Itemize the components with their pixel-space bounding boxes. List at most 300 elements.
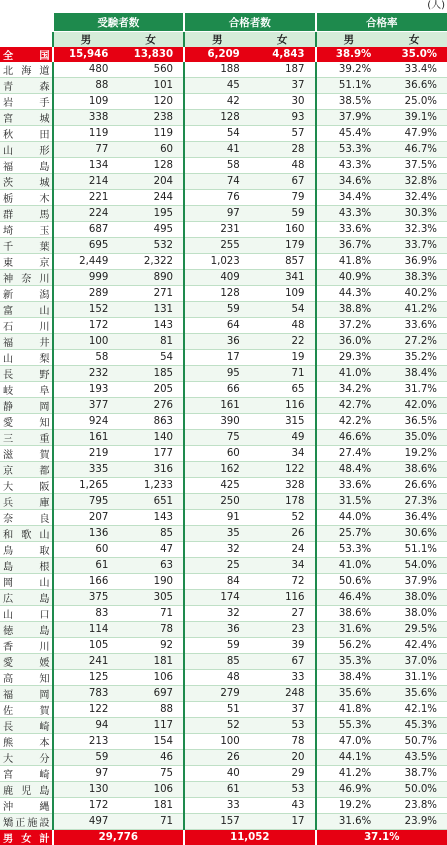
examinees-female-cell: 190 <box>118 574 184 590</box>
examinees-male-cell: 207 <box>53 510 119 526</box>
rate-female-cell: 25.0% <box>381 94 447 110</box>
rate-male-header: 男 <box>316 32 382 48</box>
passers-female-cell: 67 <box>250 174 316 190</box>
passers-female-cell: 59 <box>250 206 316 222</box>
rate-male-cell: 35.6% <box>316 686 382 702</box>
exam-results-table <box>0 13 447 845</box>
rate-male-cell: 38.9% <box>316 47 382 62</box>
rate-female-cell: 36.5% <box>381 414 447 430</box>
prefecture-name: 鳥 取 <box>0 542 53 558</box>
table-row <box>0 622 447 638</box>
rate-male-cell: 43.3% <box>316 158 382 174</box>
table-row <box>0 174 447 190</box>
passers-male-cell: 17 <box>184 350 250 366</box>
passers-male-cell: 35 <box>184 526 250 542</box>
examinees-male-cell: 136 <box>53 526 119 542</box>
passers-female-cell: 116 <box>250 590 316 606</box>
rate-female-cell: 33.4% <box>381 62 447 78</box>
rate-female-cell: 42.4% <box>381 638 447 654</box>
examinees-male-cell: 114 <box>53 622 119 638</box>
table-row <box>0 158 447 174</box>
examinees-female-cell: 120 <box>118 94 184 110</box>
rate-female-cell: 35.0% <box>381 430 447 446</box>
prefecture-name: 岐 阜 <box>0 382 53 398</box>
examinees-male-cell: 480 <box>53 62 119 78</box>
examinees-male-cell: 83 <box>53 606 119 622</box>
table-row <box>0 254 447 270</box>
table-row <box>0 542 447 558</box>
table-row <box>0 798 447 814</box>
rate-male-cell: 39.2% <box>316 62 382 78</box>
examinees-male-cell: 335 <box>53 462 119 478</box>
examinees-male-cell: 375 <box>53 590 119 606</box>
passers-female-cell: 53 <box>250 718 316 734</box>
rate-male-cell: 44.0% <box>316 510 382 526</box>
passers-female-cell: 49 <box>250 430 316 446</box>
prefecture-name: 石 川 <box>0 318 53 334</box>
examinees-male-cell: 795 <box>53 494 119 510</box>
summary-examinees: 29,776 <box>53 830 184 845</box>
passers-female-cell: 53 <box>250 782 316 798</box>
examinees-male-cell: 377 <box>53 398 119 414</box>
rate-male-cell: 56.2% <box>316 638 382 654</box>
table-row <box>0 110 447 126</box>
examinees-male-cell: 214 <box>53 174 119 190</box>
examinees-female-cell: 46 <box>118 750 184 766</box>
passers-male-cell: 32 <box>184 542 250 558</box>
rate-male-cell: 36.7% <box>316 238 382 254</box>
passers-female-cell: 122 <box>250 462 316 478</box>
passers-male-cell: 74 <box>184 174 250 190</box>
passers-female-cell: 341 <box>250 270 316 286</box>
passers-male-cell: 128 <box>184 110 250 126</box>
examinees-male-cell: 172 <box>53 318 119 334</box>
rate-male-cell: 37.2% <box>316 318 382 334</box>
prefecture-name: 徳 島 <box>0 622 53 638</box>
rate-female-cell: 38.3% <box>381 270 447 286</box>
passers-male-cell: 76 <box>184 190 250 206</box>
rate-male-cell: 37.9% <box>316 110 382 126</box>
passers-female-cell: 37 <box>250 78 316 94</box>
passers-male-cell: 188 <box>184 62 250 78</box>
row-label: 全 国 <box>0 47 53 62</box>
rate-male-cell: 41.8% <box>316 702 382 718</box>
examinees-male-header: 男 <box>53 32 119 48</box>
passers-male-cell: 54 <box>184 126 250 142</box>
rate-male-cell: 42.2% <box>316 414 382 430</box>
examinees-female-header: 女 <box>118 32 184 48</box>
rate-male-cell: 25.7% <box>316 526 382 542</box>
passers-female-cell: 19 <box>250 350 316 366</box>
corner-cell <box>0 13 53 32</box>
prefecture-name: 神奈川 <box>0 270 53 286</box>
examinees-female-cell: 181 <box>118 654 184 670</box>
table-row <box>0 766 447 782</box>
rate-male-cell: 29.3% <box>316 350 382 366</box>
passers-female-cell: 20 <box>250 750 316 766</box>
rate-male-cell: 27.4% <box>316 446 382 462</box>
table-row <box>0 590 447 606</box>
prefecture-name: 岡 山 <box>0 574 53 590</box>
table-row <box>0 670 447 686</box>
prefecture-name: 兵 庫 <box>0 494 53 510</box>
rate-female-cell: 38.0% <box>381 590 447 606</box>
prefecture-name: 栃 木 <box>0 190 53 206</box>
passers-male-cell: 40 <box>184 766 250 782</box>
table-row <box>0 350 447 366</box>
rate-female-cell: 32.8% <box>381 174 447 190</box>
examinees-male-cell: 60 <box>53 542 119 558</box>
passers-male-cell: 84 <box>184 574 250 590</box>
examinees-female-cell: 140 <box>118 430 184 446</box>
table-row <box>0 222 447 238</box>
passers-male-cell: 52 <box>184 718 250 734</box>
table-row <box>0 478 447 494</box>
passers-male-cell: 41 <box>184 142 250 158</box>
rate-male-cell: 38.4% <box>316 670 382 686</box>
passers-male-cell: 42 <box>184 94 250 110</box>
examinees-male-cell: 241 <box>53 654 119 670</box>
passers-female-cell: 22 <box>250 334 316 350</box>
passers-female-cell: 26 <box>250 526 316 542</box>
table-row <box>0 814 447 830</box>
rate-female-cell: 38.0% <box>381 606 447 622</box>
passers-male-cell: 75 <box>184 430 250 446</box>
examinees-male-cell: 999 <box>53 270 119 286</box>
passers-male-cell: 58 <box>184 158 250 174</box>
corner-cell <box>0 32 53 48</box>
passers-male-cell: 60 <box>184 446 250 462</box>
rate-female-cell: 32.3% <box>381 222 447 238</box>
rate-male-cell: 38.5% <box>316 94 382 110</box>
examinees-female-cell: 78 <box>118 622 184 638</box>
passers-male-cell: 6,209 <box>184 47 250 62</box>
prefecture-name: 大 分 <box>0 750 53 766</box>
rate-female-cell: 46.7% <box>381 142 447 158</box>
table-row <box>0 510 447 526</box>
rate-female-cell: 26.6% <box>381 478 447 494</box>
examinees-female-cell: 177 <box>118 446 184 462</box>
table-row <box>0 398 447 414</box>
examinees-female-cell: 244 <box>118 190 184 206</box>
rate-male-cell: 46.6% <box>316 430 382 446</box>
rate-female-cell: 50.0% <box>381 782 447 798</box>
examinees-male-cell: 59 <box>53 750 119 766</box>
passers-female-cell: 34 <box>250 558 316 574</box>
examinees-male-cell: 687 <box>53 222 119 238</box>
table-row <box>0 702 447 718</box>
examinees-female-cell: 128 <box>118 158 184 174</box>
examinees-male-cell: 105 <box>53 638 119 654</box>
passers-female-cell: 93 <box>250 110 316 126</box>
passers-female-cell: 23 <box>250 622 316 638</box>
examinees-male-cell: 134 <box>53 158 119 174</box>
examinees-female-cell: 63 <box>118 558 184 574</box>
passers-male-cell: 61 <box>184 782 250 798</box>
prefecture-name: 佐 賀 <box>0 702 53 718</box>
rate-male-cell: 55.3% <box>316 718 382 734</box>
examinees-female-cell: 305 <box>118 590 184 606</box>
rate-male-cell: 44.1% <box>316 750 382 766</box>
passers-male-cell: 33 <box>184 798 250 814</box>
prefecture-name: 新 潟 <box>0 286 53 302</box>
prefecture-name: 沖 縄 <box>0 798 53 814</box>
passers-female-cell: 27 <box>250 606 316 622</box>
rate-female-cell: 42.0% <box>381 398 447 414</box>
table-row <box>0 494 447 510</box>
examinees-female-cell: 532 <box>118 238 184 254</box>
rate-male-cell: 48.4% <box>316 462 382 478</box>
passers-male-cell: 45 <box>184 78 250 94</box>
passers-female-cell: 33 <box>250 670 316 686</box>
examinees-female-cell: 101 <box>118 78 184 94</box>
examinees-male-cell: 224 <box>53 206 119 222</box>
examinees-male-cell: 125 <box>53 670 119 686</box>
rate-male-cell: 50.6% <box>316 574 382 590</box>
examinees-female-cell: 890 <box>118 270 184 286</box>
examinees-male-cell: 15,946 <box>53 47 119 62</box>
rate-male-cell: 53.3% <box>316 142 382 158</box>
passers-female-cell: 328 <box>250 478 316 494</box>
group-header-row <box>0 13 447 32</box>
examinees-female-cell: 106 <box>118 670 184 686</box>
rate-female-cell: 27.3% <box>381 494 447 510</box>
rate-female-cell: 41.2% <box>381 302 447 318</box>
examinees-female-cell: 117 <box>118 718 184 734</box>
passers-male-cell: 36 <box>184 622 250 638</box>
examinees-female-cell: 143 <box>118 510 184 526</box>
prefecture-name: 矯正施設 <box>0 814 53 830</box>
rate-male-cell: 34.4% <box>316 190 382 206</box>
rate-male-cell: 44.3% <box>316 286 382 302</box>
table-row <box>0 430 447 446</box>
prefecture-name: 熊 本 <box>0 734 53 750</box>
examinees-female-cell: 47 <box>118 542 184 558</box>
prefecture-name: 島 根 <box>0 558 53 574</box>
rate-female-cell: 33.7% <box>381 238 447 254</box>
passers-male-cell: 128 <box>184 286 250 302</box>
examinees-male-cell: 122 <box>53 702 119 718</box>
table-row <box>0 190 447 206</box>
rate-female-cell: 30.6% <box>381 526 447 542</box>
rate-female-cell: 35.2% <box>381 350 447 366</box>
examinees-male-cell: 94 <box>53 718 119 734</box>
passers-female-cell: 48 <box>250 318 316 334</box>
rate-female-cell: 31.7% <box>381 382 447 398</box>
table-row <box>0 270 447 286</box>
rate-male-cell: 34.6% <box>316 174 382 190</box>
rate-female-cell: 38.6% <box>381 462 447 478</box>
passers-female-cell: 315 <box>250 414 316 430</box>
rate-female-cell: 36.4% <box>381 510 447 526</box>
prefecture-name: 愛 知 <box>0 414 53 430</box>
passers-female-cell: 17 <box>250 814 316 830</box>
passers-male-cell: 48 <box>184 670 250 686</box>
examinees-female-cell: 85 <box>118 526 184 542</box>
examinees-female-cell: 271 <box>118 286 184 302</box>
passers-female-cell: 67 <box>250 654 316 670</box>
passers-female-cell: 179 <box>250 238 316 254</box>
prefecture-name: 大 阪 <box>0 478 53 494</box>
prefecture-name: 長 野 <box>0 366 53 382</box>
table-row <box>0 286 447 302</box>
examinees-female-cell: 560 <box>118 62 184 78</box>
summary-rate: 37.1% <box>316 830 447 845</box>
passers-male-cell: 100 <box>184 734 250 750</box>
rate-female-cell: 29.5% <box>381 622 447 638</box>
examinees-male-cell: 193 <box>53 382 119 398</box>
rate-male-cell: 40.9% <box>316 270 382 286</box>
passers-female-cell: 187 <box>250 62 316 78</box>
rate-female-cell: 51.1% <box>381 542 447 558</box>
table-row <box>0 94 447 110</box>
examinees-female-cell: 204 <box>118 174 184 190</box>
table-row <box>0 462 447 478</box>
rate-female-cell: 27.2% <box>381 334 447 350</box>
passers-male-cell: 25 <box>184 558 250 574</box>
examinees-female-cell: 106 <box>118 782 184 798</box>
examinees-header: 受験者数 <box>53 13 184 32</box>
examinees-female-cell: 316 <box>118 462 184 478</box>
examinees-female-cell: 143 <box>118 318 184 334</box>
passers-male-cell: 255 <box>184 238 250 254</box>
examinees-male-cell: 61 <box>53 558 119 574</box>
table-row <box>0 142 447 158</box>
gender-header-row <box>0 32 447 48</box>
rate-male-cell: 53.3% <box>316 542 382 558</box>
examinees-female-cell: 495 <box>118 222 184 238</box>
summary-label: 男女計 <box>0 830 53 845</box>
table-row <box>0 446 447 462</box>
passers-female-cell: 248 <box>250 686 316 702</box>
prefecture-name: 東 京 <box>0 254 53 270</box>
rate-female-cell: 37.5% <box>381 158 447 174</box>
examinees-male-cell: 166 <box>53 574 119 590</box>
passers-female-cell: 34 <box>250 446 316 462</box>
examinees-female-cell: 71 <box>118 606 184 622</box>
rate-male-cell: 33.6% <box>316 478 382 494</box>
passers-female-cell: 57 <box>250 126 316 142</box>
table-row <box>0 318 447 334</box>
rate-male-cell: 31.6% <box>316 814 382 830</box>
passers-female-cell: 48 <box>250 158 316 174</box>
examinees-male-cell: 695 <box>53 238 119 254</box>
examinees-female-cell: 131 <box>118 302 184 318</box>
table-row <box>0 126 447 142</box>
examinees-female-cell: 181 <box>118 798 184 814</box>
examinees-male-cell: 77 <box>53 142 119 158</box>
prefecture-name: 福 島 <box>0 158 53 174</box>
prefecture-name: 山 形 <box>0 142 53 158</box>
rate-female-cell: 54.0% <box>381 558 447 574</box>
examinees-male-cell: 119 <box>53 126 119 142</box>
rate-female-cell: 32.4% <box>381 190 447 206</box>
prefecture-name: 埼 玉 <box>0 222 53 238</box>
rate-male-cell: 47.0% <box>316 734 382 750</box>
examinees-male-cell: 219 <box>53 446 119 462</box>
passers-header: 合格者数 <box>184 13 315 32</box>
passers-female-header: 女 <box>250 32 316 48</box>
passers-male-cell: 162 <box>184 462 250 478</box>
prefecture-name: 奈 良 <box>0 510 53 526</box>
table-row <box>0 302 447 318</box>
table-row <box>0 62 447 78</box>
rate-male-cell: 41.2% <box>316 766 382 782</box>
examinees-female-cell: 276 <box>118 398 184 414</box>
rate-male-cell: 46.4% <box>316 590 382 606</box>
passers-female-cell: 4,843 <box>250 47 316 62</box>
passers-female-cell: 54 <box>250 302 316 318</box>
prefecture-name: 岩 手 <box>0 94 53 110</box>
prefecture-name: 滋 賀 <box>0 446 53 462</box>
passers-female-cell: 178 <box>250 494 316 510</box>
table-row <box>0 382 447 398</box>
prefecture-name: 三 重 <box>0 430 53 446</box>
prefecture-name: 宮 城 <box>0 110 53 126</box>
pass-rate-header: 合格率 <box>316 13 447 32</box>
passers-male-cell: 64 <box>184 318 250 334</box>
examinees-male-cell: 2,449 <box>53 254 119 270</box>
passers-female-cell: 30 <box>250 94 316 110</box>
rate-female-cell: 35.6% <box>381 686 447 702</box>
passers-female-cell: 109 <box>250 286 316 302</box>
rate-male-cell: 31.6% <box>316 622 382 638</box>
rate-male-cell: 42.7% <box>316 398 382 414</box>
prefecture-name: 北海道 <box>0 62 53 78</box>
rate-female-cell: 31.1% <box>381 670 447 686</box>
table-row <box>0 686 447 702</box>
rate-male-cell: 31.5% <box>316 494 382 510</box>
examinees-female-cell: 71 <box>118 814 184 830</box>
rate-male-cell: 34.2% <box>316 382 382 398</box>
table-row <box>0 718 447 734</box>
passers-male-cell: 409 <box>184 270 250 286</box>
examinees-female-cell: 75 <box>118 766 184 782</box>
passers-female-cell: 28 <box>250 142 316 158</box>
table-row <box>0 606 447 622</box>
table-row <box>0 558 447 574</box>
rate-male-cell: 33.6% <box>316 222 382 238</box>
prefecture-name: 山 口 <box>0 606 53 622</box>
prefecture-name: 群 馬 <box>0 206 53 222</box>
prefecture-name: 茨 城 <box>0 174 53 190</box>
examinees-male-cell: 221 <box>53 190 119 206</box>
prefecture-name: 福 岡 <box>0 686 53 702</box>
passers-male-cell: 85 <box>184 654 250 670</box>
examinees-male-cell: 161 <box>53 430 119 446</box>
rate-male-cell: 46.9% <box>316 782 382 798</box>
examinees-female-cell: 1,233 <box>118 478 184 494</box>
examinees-female-cell: 119 <box>118 126 184 142</box>
examinees-female-cell: 238 <box>118 110 184 126</box>
passers-male-cell: 1,023 <box>184 254 250 270</box>
examinees-male-cell: 232 <box>53 366 119 382</box>
passers-male-cell: 32 <box>184 606 250 622</box>
passers-male-cell: 26 <box>184 750 250 766</box>
passers-female-cell: 29 <box>250 766 316 782</box>
examinees-male-cell: 338 <box>53 110 119 126</box>
passers-male-cell: 59 <box>184 302 250 318</box>
rate-female-cell: 50.7% <box>381 734 447 750</box>
prefecture-name: 長 崎 <box>0 718 53 734</box>
examinees-female-cell: 205 <box>118 382 184 398</box>
rate-female-cell: 35.0% <box>381 47 447 62</box>
passers-male-cell: 59 <box>184 638 250 654</box>
examinees-male-cell: 100 <box>53 334 119 350</box>
examinees-female-cell: 92 <box>118 638 184 654</box>
rate-female-cell: 42.1% <box>381 702 447 718</box>
rate-male-cell: 38.8% <box>316 302 382 318</box>
